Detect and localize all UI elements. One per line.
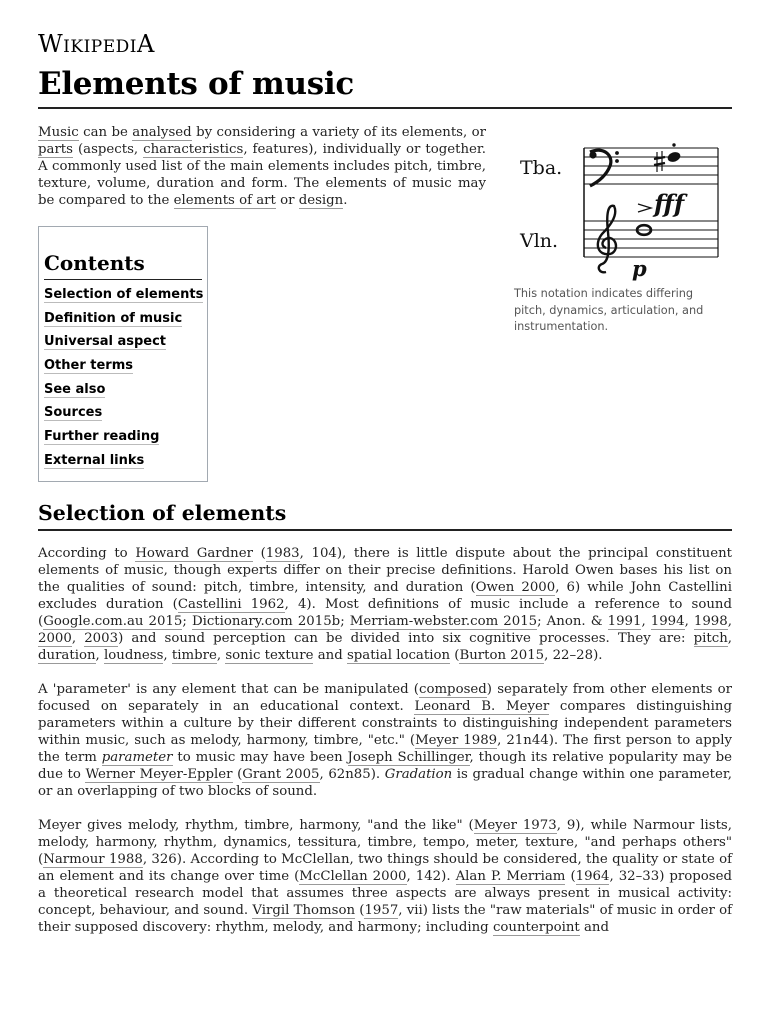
text: , 104), there is little dispute about the principal constituent elements of music, though experts differ on their precise definitions. Harold Owen bases his list on the qualities of sound: pitch, timbre, intensity, and duration ( [38,546,732,595]
text: , 9), while Narmour lists, melody, harmony, rhythm, dynamics, tessitura, timbre, tempo, meter, texture, "and perhaps others" ( [38,818,732,867]
link-citation[interactable]: 1994 [650,614,685,629]
text: ; Anon. & [537,614,608,629]
toc-item-label[interactable]: Universal aspect [44,334,167,350]
toc-item-label[interactable]: External links [44,452,145,468]
link-citation[interactable]: Owen 2000 [475,580,556,595]
link-citation[interactable]: Grant 2005 [242,767,320,782]
paragraph-2 [38,681,732,800]
link-alan-merriam[interactable]: Alan P. Merriam [455,869,566,884]
text: ( [252,546,266,561]
toc-item-other-terms[interactable] [44,358,203,382]
link-citation[interactable]: Merriam-webster.com 2015 [349,614,538,629]
paragraph-3 [38,817,732,936]
link-citation[interactable]: Meyer 1989 [415,733,498,748]
notation-figure [514,132,732,336]
link-citation[interactable]: Google.com.au 2015 [43,614,183,629]
toc-item-label[interactable]: Selection of elements [44,287,204,302]
sharp-icon [654,151,665,172]
figure-caption: This notation indicates differing pitch, dynamics, articulation, and instrumentation. [514,287,704,333]
text: , vii) lists the "raw materials" of music in order of their supposed discovery: rhythm, melody, and harmony; including [38,903,732,935]
link-parts[interactable]: parts [38,142,73,157]
text: , [216,648,226,663]
link-composed[interactable]: composed [419,682,487,697]
link-characteristics[interactable]: characteristics [143,142,244,157]
text: A 'parameter' is any element that can be manipulated ( [38,682,419,697]
text: ; [340,614,350,629]
link-pitch[interactable]: pitch [693,631,728,646]
text: , 326). According to McClellan, two things should be considered, the quality or state of an element and its change over time ( [38,852,732,884]
toc-item-definition[interactable] [44,311,203,335]
toc-item-label[interactable]: Definition of music [44,310,183,326]
dynamic-p: p [632,256,647,281]
text: is gradual change within one parameter, or an overlapping of two blocks of sound. [38,767,732,799]
link-duration[interactable]: duration [38,648,96,663]
lead-text-5: or [275,193,299,208]
text: , [71,631,85,646]
text: , 6) while John Castellini excludes duration ( [38,580,732,612]
link-design[interactable]: design [298,193,344,208]
toc-item-label[interactable]: See also [44,381,106,397]
lead-text-6: . [343,193,348,208]
text: , [727,614,732,629]
link-citation[interactable]: Dictionary.com 2015b [191,614,341,629]
link-loudness[interactable]: loudness [104,648,164,663]
paragraph-1 [38,545,732,664]
link-analysed[interactable]: analysed [132,125,192,140]
text: ; [182,614,192,629]
toc-item-sources[interactable] [44,405,203,429]
text: , 4). Most definitions of music include a reference to sound ( [38,597,732,629]
text: and [313,648,347,663]
section-heading: Selection of elements [38,501,287,525]
text: ) and sound perception can be divided into six cognitive processes. They are: [118,631,694,646]
title-divider [38,107,732,109]
toc-item-see-also[interactable] [44,382,203,406]
wikipedia-wordmark[interactable] [38,30,155,58]
text: , though its relative popularity may be due to [38,750,733,782]
tuba-note [666,150,681,163]
accent-mark [638,204,651,212]
lead-paragraph [38,124,486,209]
link-citation[interactable]: 1964 [575,869,610,884]
link-spatial-location[interactable]: spatial location [346,648,451,663]
toc-divider [44,279,202,280]
toc-item-further-reading[interactable] [44,429,203,453]
bass-clef-icon [589,150,619,186]
lead-text [38,124,486,209]
text: , [727,631,732,646]
lead-text-2: by considering a variety of its elements, or [191,125,486,140]
text: , [163,648,172,663]
term-gradation: Gradation [384,767,453,782]
link-citation[interactable]: 1983 [265,546,300,561]
link-citation[interactable]: 2003 [84,631,119,646]
link-virgil-thomson[interactable]: Virgil Thomson [252,903,356,918]
staccato-dot [672,143,675,146]
text: , [684,614,694,629]
lead-text-3: (aspects, [72,142,144,157]
link-citation[interactable]: Narmour 1988 [43,852,143,867]
link-howard-gardner[interactable]: Howard Gardner [135,546,253,561]
text: ( [232,767,243,782]
section-body [38,545,732,953]
section-divider [38,529,732,531]
text: ( [450,648,460,663]
table-of-contents [38,226,208,482]
link-citation[interactable]: 1991 [607,614,642,629]
bass-staff [584,148,718,184]
text: , [95,648,104,663]
link-counterpoint[interactable]: counterpoint [492,920,580,935]
lead-text-4: , features), individually or together. A commonly used list of the main elements includes pitch, timbre, texture, volume, duration and form. The elements of music may be compared to the [38,142,486,208]
text: and [579,920,609,935]
link-citation[interactable]: 1957 [364,903,399,918]
link-elements-of-art[interactable]: elements of art [173,193,276,208]
link-parameter[interactable]: parameter [101,750,173,765]
link-citation[interactable]: 2000 [38,631,72,646]
toc-item-external-links[interactable] [44,453,203,477]
text: compares distinguishing parameters within a culture by their different constraints to distinguishing independent parameters within music, such as melody, harmony, timbre, "etc." ( [38,699,732,748]
toc-item-selection[interactable] [44,287,203,311]
wordmark-body: IKIPEDI [63,37,137,57]
link-leonard-meyer[interactable]: Leonard B. Meyer [414,699,550,714]
text: , [641,614,651,629]
text: , 22–28). [544,648,603,663]
toc-list [44,287,203,477]
toc-item-label[interactable]: Further reading [44,429,160,445]
link-sonic-texture[interactable]: sonic texture [225,648,314,663]
wordmark-final: A [137,30,155,58]
text: , 142). [406,869,456,884]
page-title: Elements of music [38,66,354,102]
link-citation[interactable]: Burton 2015 [459,648,545,663]
text: Meyer gives melody, rhythm, timbre, harmony, "and the like" ( [38,818,474,833]
text: to music may have been [172,750,348,765]
link-werner-meyer-eppler[interactable]: Werner Meyer-Eppler [85,767,233,782]
link-joseph-schillinger[interactable]: Joseph Schillinger [347,750,470,765]
text: ( [355,903,365,918]
toc-item-universal[interactable] [44,334,203,358]
text: ( [565,869,576,884]
text: , 32–33) proposed a theoretical research model that assumes three aspects are always present in musical activity: concept, behaviour, and sound. [38,869,733,918]
dynamic-fff: fff [654,189,685,218]
label-violin: Vln. [520,230,559,252]
toc-item-label[interactable]: Sources [44,405,103,421]
link-citation[interactable]: Meyer 1973 [473,818,557,833]
text: ) separately from other elements or focused on separately in an educational context. [38,682,732,714]
text: According to [38,546,136,561]
toc-item-label[interactable]: Other terms [44,358,134,374]
lead-text-1: can be [78,125,133,140]
music-notation-image[interactable] [514,132,724,282]
wordmark-initial: W [38,30,64,58]
label-tuba: Tba. [520,157,563,179]
link-music[interactable]: Music [38,125,79,140]
link-citation[interactable]: Castellini 1962 [177,597,285,612]
toc-title: Contents [44,251,145,275]
text: , 21n44). The first person to apply the term [38,733,733,765]
link-timbre[interactable]: timbre [171,648,217,663]
link-citation[interactable]: McClellan 2000 [299,869,407,884]
text: , 62n85). [319,767,385,782]
link-citation[interactable]: 1998 [693,614,728,629]
